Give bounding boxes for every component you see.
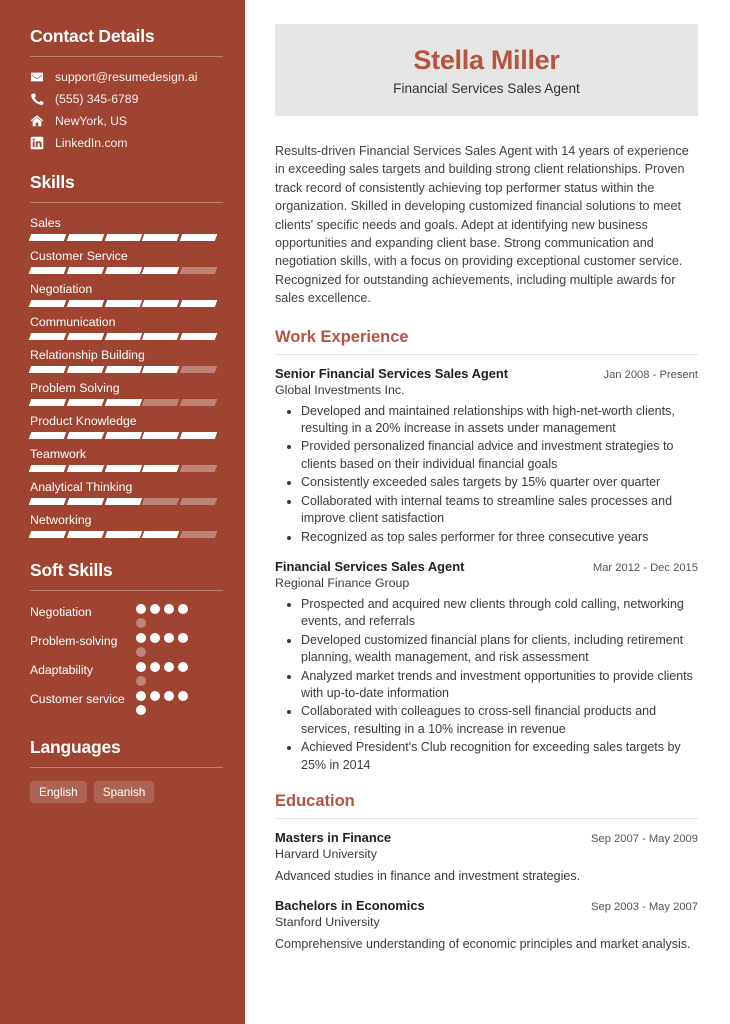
skill-label: Networking — [30, 513, 92, 527]
soft-skill-rating — [136, 604, 198, 628]
divider — [30, 56, 223, 57]
education-entry-header — [275, 898, 698, 913]
skill-level-bar — [30, 399, 216, 406]
skill-label: Communication — [30, 315, 116, 329]
skill-label: Product Knowledge — [30, 414, 137, 428]
skills-section — [30, 172, 223, 538]
soft-skill-dot — [150, 633, 160, 643]
work-entry-header — [275, 366, 698, 381]
education-entry — [275, 898, 698, 954]
candidate-job-title: Financial Services Sales Agent — [393, 81, 580, 96]
phone-icon — [30, 92, 44, 106]
skill-segment — [142, 300, 179, 307]
work-bullet-list — [275, 596, 698, 774]
soft-skill-dot — [150, 691, 160, 701]
contact-email-text: support@resumedesign.ai — [55, 70, 198, 84]
skill-segment — [67, 366, 104, 373]
skill-item — [30, 414, 223, 439]
skill-segment — [29, 267, 66, 274]
soft-skill-dot — [136, 662, 146, 672]
skill-segment — [67, 531, 104, 538]
skill-level-bar — [30, 465, 216, 472]
contact-item-location[interactable] — [30, 114, 223, 128]
soft-skill-dot — [178, 691, 188, 701]
contact-item-email[interactable] — [30, 70, 223, 84]
work-entry-date: Jan 2008 - Present — [603, 368, 698, 381]
skill-level-bar — [30, 366, 216, 373]
skill-segment — [67, 300, 104, 307]
language-pill[interactable]: Spanish — [94, 781, 155, 803]
work-entry-organization: Regional Finance Group — [275, 575, 410, 590]
skill-segment — [180, 300, 217, 307]
soft-skill-dot — [164, 691, 174, 701]
education-date: Sep 2003 - May 2007 — [591, 901, 698, 914]
skill-segment — [142, 531, 179, 538]
language-pill[interactable]: English — [30, 781, 87, 803]
work-bullet: • Analyzed market trends and investment opportunities to provide clients with up-to-date information — [301, 668, 698, 703]
soft-skill-dot — [136, 633, 146, 643]
education-institution: Harvard University — [275, 846, 377, 861]
skill-segment — [104, 498, 141, 505]
work-entry-title: Senior Financial Services Sales Agent — [275, 365, 509, 381]
education-section — [275, 792, 698, 954]
divider — [30, 202, 223, 203]
divider — [30, 590, 223, 591]
skill-segment — [180, 465, 217, 472]
skill-item — [30, 315, 223, 340]
soft-skill-rating — [136, 633, 198, 657]
skills-heading: Skills — [30, 172, 75, 192]
skill-label: Customer Service — [30, 249, 128, 263]
soft-skill-label: Problem-solving — [30, 634, 118, 648]
skill-segment — [67, 498, 104, 505]
languages-section — [30, 737, 223, 803]
skill-segment — [104, 432, 141, 439]
skill-item — [30, 216, 223, 241]
soft-skill-item — [30, 633, 223, 657]
education-degree: Masters in Finance — [275, 829, 392, 845]
education-degree: Bachelors in Economics — [275, 898, 425, 914]
soft-skill-dot — [178, 662, 188, 672]
work-entry-title: Financial Services Sales Agent — [275, 558, 465, 574]
soft-skill-dot — [178, 604, 188, 614]
name-banner — [275, 24, 698, 116]
skill-item — [30, 282, 223, 307]
skill-segment — [29, 300, 66, 307]
work-bullet-list — [275, 403, 698, 546]
skill-item — [30, 249, 223, 274]
skill-segment — [180, 498, 217, 505]
work-entry-organization: Global Investments Inc. — [275, 382, 405, 397]
skill-segment — [29, 465, 66, 472]
soft-skill-label: Adaptability — [30, 663, 94, 677]
soft-skill-dot — [136, 618, 146, 628]
skill-segment — [104, 234, 141, 241]
skill-segment — [67, 234, 104, 241]
skills-list — [30, 216, 223, 538]
work-bullet: • Developed customized financial plans for clients, including retirement planning, wealth management, and risk assessment — [301, 632, 698, 667]
soft-skill-dot — [150, 604, 160, 614]
skill-segment — [104, 366, 141, 373]
sidebar — [0, 0, 245, 1024]
skill-segment — [29, 498, 66, 505]
skill-segment — [104, 399, 141, 406]
skill-segment — [67, 267, 104, 274]
soft-skill-rating — [136, 691, 198, 715]
skill-segment — [142, 498, 179, 505]
professional-summary: Results-driven Financial Services Sales Agent with 14 years of experience in exceeding sales targets and building strong client relationships. Proven track record of consistently achieving top performer status within the organization. Skilled in developing customized financial solutions to meet clients' specific needs and goals. Adept at identifying new business opportunities and expanding client base. Strong communication and negotiation skills, with a focus on providing exceptional customer service. Recognized for outstanding achievements, including multiple awards for sales excellence. — [275, 144, 689, 306]
work-bullet: • Developed and maintained relationships with high-net-worth clients, resulting in a 20% increase in assets under management — [301, 403, 698, 438]
education-entry-header — [275, 830, 698, 845]
skill-label: Problem Solving — [30, 381, 120, 395]
skill-segment — [142, 267, 179, 274]
skill-segment — [142, 234, 179, 241]
skill-level-bar — [30, 498, 216, 505]
skill-segment — [180, 366, 217, 373]
skill-segment — [29, 531, 66, 538]
contact-list — [30, 70, 223, 150]
soft-skill-dot — [178, 633, 188, 643]
soft-skill-dot — [136, 691, 146, 701]
skill-segment — [104, 333, 141, 340]
skill-segment — [142, 465, 179, 472]
skill-segment — [180, 333, 217, 340]
education-institution: Stanford University — [275, 915, 380, 930]
skill-segment — [104, 531, 141, 538]
skill-item — [30, 513, 223, 538]
skill-item — [30, 480, 223, 505]
skill-segment — [29, 366, 66, 373]
work-bullet: • Consistently exceeded sales targets by 15% quarter over quarter — [301, 474, 698, 491]
soft-skill-dot — [136, 647, 146, 657]
skill-segment — [142, 333, 179, 340]
divider — [275, 354, 698, 355]
work-bullet: • Collaborated with colleagues to cross-sell financial products and services, resulting in a 10% increase in revenue — [301, 703, 698, 738]
contact-details-heading: Contact Details — [30, 26, 155, 46]
education-entry — [275, 830, 698, 886]
skill-item — [30, 381, 223, 406]
education-heading: Education — [275, 791, 355, 810]
soft-skill-item — [30, 662, 223, 686]
soft-skill-dot — [136, 604, 146, 614]
skill-segment — [142, 432, 179, 439]
languages-heading: Languages — [30, 737, 121, 757]
contact-details-section — [30, 26, 223, 150]
skill-segment — [142, 399, 179, 406]
skill-level-bar — [30, 267, 216, 274]
skill-level-bar — [30, 333, 216, 340]
soft-skill-dot — [136, 705, 146, 715]
work-bullet: • Provided personalized financial advice and investment strategies to clients based on their individual financial goals — [301, 438, 698, 473]
skill-segment — [104, 300, 141, 307]
education-date: Sep 2007 - May 2009 — [591, 832, 698, 845]
work-entry-date: Mar 2012 - Dec 2015 — [592, 561, 698, 574]
skill-label: Sales — [30, 216, 61, 230]
skill-level-bar — [30, 300, 216, 307]
skill-segment — [67, 399, 104, 406]
work-entry — [275, 366, 698, 546]
skill-label: Analytical Thinking — [30, 480, 133, 494]
soft-skills-heading: Soft Skills — [30, 560, 113, 580]
work-experience-section — [275, 328, 698, 774]
contact-location-text: NewYork, US — [55, 114, 128, 128]
soft-skill-dot — [150, 662, 160, 672]
skill-segment — [142, 366, 179, 373]
soft-skill-dot — [164, 604, 174, 614]
skill-segment — [29, 333, 66, 340]
soft-skill-item — [30, 604, 223, 628]
skill-segment — [67, 333, 104, 340]
skill-segment — [180, 267, 217, 274]
divider — [275, 818, 698, 819]
candidate-name: Stella Miller — [413, 45, 560, 75]
skill-level-bar — [30, 234, 216, 241]
skill-segment — [104, 267, 141, 274]
contact-item-phone[interactable] — [30, 92, 223, 106]
languages-list — [30, 781, 223, 803]
soft-skill-label: Customer service — [30, 692, 125, 706]
soft-skills-list — [30, 604, 223, 715]
skill-label: Relationship Building — [30, 348, 145, 362]
education-description: Advanced studies in finance and investment strategies. — [275, 868, 581, 883]
skill-label: Negotiation — [30, 282, 93, 296]
skill-segment — [180, 234, 217, 241]
skill-segment — [180, 432, 217, 439]
soft-skill-rating — [136, 662, 198, 686]
soft-skill-item — [30, 691, 223, 715]
skill-segment — [180, 399, 217, 406]
home-icon — [30, 114, 44, 128]
work-bullet: • Recognized as top sales performer for three consecutive years — [301, 529, 698, 546]
work-entry-header — [275, 559, 698, 574]
work-bullet: • Prospected and acquired new clients through cold calling, networking events, and referrals — [301, 596, 698, 631]
soft-skill-dot — [136, 676, 146, 686]
contact-linkedin-text: LinkedIn.com — [55, 136, 128, 150]
work-entry-list — [275, 366, 698, 774]
skill-level-bar — [30, 432, 216, 439]
education-entry-list — [275, 830, 698, 954]
skill-item — [30, 348, 223, 373]
soft-skill-dot — [164, 633, 174, 643]
contact-phone-text: (555) 345-6789 — [55, 92, 139, 106]
soft-skill-dot — [164, 662, 174, 672]
work-bullet: • Collaborated with internal teams to streamline sales processes and improve client satisfaction — [301, 493, 698, 528]
divider — [30, 767, 223, 768]
work-experience-heading: Work Experience — [275, 327, 409, 346]
education-description: Comprehensive understanding of economic principles and market analysis. — [275, 937, 691, 952]
main-content — [245, 0, 730, 1024]
skill-segment — [180, 531, 217, 538]
work-entry — [275, 559, 698, 774]
envelope-icon — [30, 70, 44, 84]
skill-segment — [67, 465, 104, 472]
work-bullet: • Achieved President's Club recognition for exceeding sales targets by 25% in 2014 — [301, 739, 698, 774]
soft-skills-section — [30, 560, 223, 715]
soft-skill-label: Negotiation — [30, 605, 92, 619]
skill-segment — [67, 432, 104, 439]
skill-label: Teamwork — [30, 447, 87, 461]
skill-segment — [29, 234, 66, 241]
skill-segment — [29, 399, 66, 406]
skill-level-bar — [30, 531, 216, 538]
skill-item — [30, 447, 223, 472]
skill-segment — [29, 432, 66, 439]
skill-segment — [104, 465, 141, 472]
contact-item-linkedin[interactable] — [30, 136, 223, 150]
linkedin-icon — [30, 136, 44, 150]
